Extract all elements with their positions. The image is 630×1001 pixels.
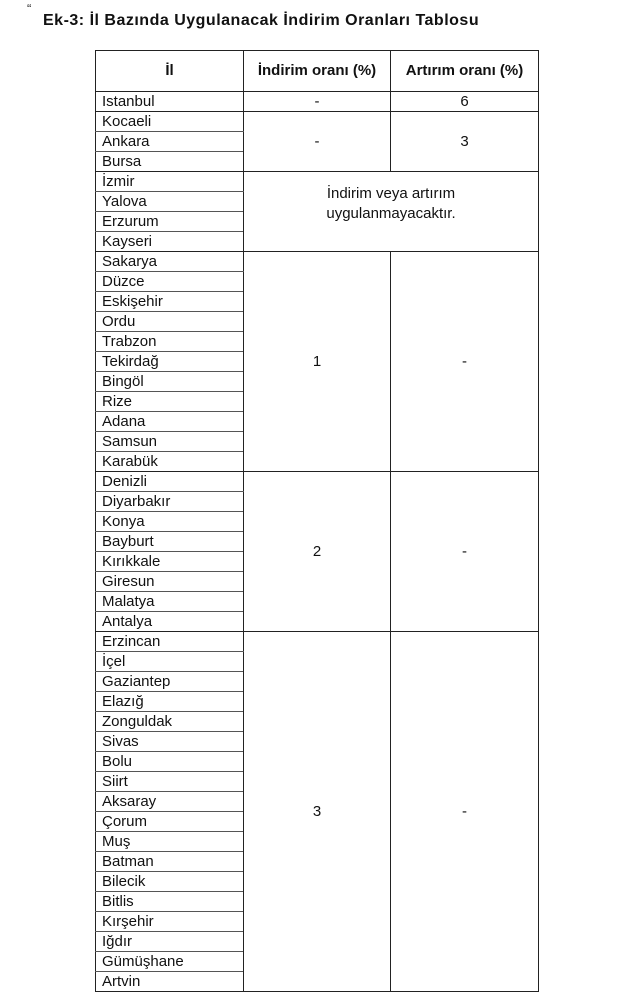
province-cell: Zonguldak	[96, 712, 244, 732]
province-cell: Bingöl	[96, 372, 244, 392]
province-cell: Samsun	[96, 432, 244, 452]
indirim-rate-value: 1	[312, 353, 322, 370]
indirim-rate-value: -	[314, 133, 320, 150]
province-cell: Rize	[96, 392, 244, 412]
province-cell: Gaziantep	[96, 672, 244, 692]
province-cell: Trabzon	[96, 332, 244, 352]
indirim-rate-cell	[244, 252, 391, 472]
indirim-rate-value: -	[314, 93, 320, 110]
province-cell: Bayburt	[96, 532, 244, 552]
province-cell: Erzurum	[96, 212, 244, 232]
province-cell: Bilecik	[96, 872, 244, 892]
indirim-rate-cell	[244, 112, 391, 172]
province-cell: Bitlis	[96, 892, 244, 912]
province-cell: Istanbul	[96, 92, 244, 112]
province-cell: Batman	[96, 852, 244, 872]
province-cell: Yalova	[96, 192, 244, 212]
province-cell: Aksaray	[96, 792, 244, 812]
table-row	[96, 112, 539, 132]
artirim-rate-value: -	[462, 353, 467, 370]
quote-mark: “	[27, 1, 32, 16]
page-title: Ek-3: İl Bazında Uygulanacak İndirim Oranları Tablosu	[43, 12, 480, 29]
table-row	[96, 172, 539, 192]
province-cell: Karabük	[96, 452, 244, 472]
province-cell: Çorum	[96, 812, 244, 832]
province-cell: Artvin	[96, 972, 244, 992]
province-cell: Kocaeli	[96, 112, 244, 132]
indirim-rate-value: 2	[312, 543, 322, 560]
no-rate-note: İndirim veya artırım uygulanmayacaktır.	[326, 185, 456, 222]
province-cell: Bursa	[96, 152, 244, 172]
province-cell: Giresun	[96, 572, 244, 592]
province-cell: Muş	[96, 832, 244, 852]
province-cell: Gümüşhane	[96, 952, 244, 972]
indirim-rate-value: 3	[312, 803, 322, 820]
province-cell: Tekirdağ	[96, 352, 244, 372]
indirim-rate-cell	[244, 92, 391, 112]
table-body	[96, 92, 539, 992]
province-cell: Kırşehir	[96, 912, 244, 932]
artirim-rate-value: -	[462, 543, 467, 560]
indirim-rate-cell	[244, 472, 391, 632]
artirim-rate-value: 3	[460, 133, 469, 150]
table-row	[96, 92, 539, 112]
province-cell: Kırıkkale	[96, 552, 244, 572]
province-cell: Iğdır	[96, 932, 244, 952]
province-cell: Siirt	[96, 772, 244, 792]
header-il: İl	[96, 51, 244, 92]
province-cell: Elazığ	[96, 692, 244, 712]
province-cell: Eskişehir	[96, 292, 244, 312]
province-cell: İzmir	[96, 172, 244, 192]
artirim-rate-value: 6	[460, 93, 469, 110]
table-row	[96, 632, 539, 652]
artirim-rate-cell	[391, 472, 539, 632]
province-cell: Sivas	[96, 732, 244, 752]
province-cell: Kayseri	[96, 232, 244, 252]
province-cell: Antalya	[96, 612, 244, 632]
province-cell: Malatya	[96, 592, 244, 612]
header-row	[96, 51, 539, 92]
artirim-rate-cell	[391, 112, 539, 172]
province-cell: Ordu	[96, 312, 244, 332]
artirim-rate-value: -	[462, 803, 467, 820]
province-cell: Ankara	[96, 132, 244, 152]
province-cell: Erzincan	[96, 632, 244, 652]
province-cell: Bolu	[96, 752, 244, 772]
artirim-rate-cell	[391, 252, 539, 472]
indirim-rate-cell	[244, 632, 391, 992]
table-header	[96, 51, 539, 92]
artirim-rate-cell	[391, 92, 539, 112]
province-cell: Sakarya	[96, 252, 244, 272]
province-cell: Diyarbakır	[96, 492, 244, 512]
artirim-rate-cell	[391, 632, 539, 992]
discount-rate-table	[95, 50, 539, 992]
header-artirim: Artırım oranı (%)	[391, 51, 539, 92]
province-cell: Denizli	[96, 472, 244, 492]
province-cell: Düzce	[96, 272, 244, 292]
province-cell: Adana	[96, 412, 244, 432]
table-row	[96, 472, 539, 492]
header-indirim: İndirim oranı (%)	[244, 51, 391, 92]
province-cell: İçel	[96, 652, 244, 672]
no-rate-note-cell	[244, 172, 539, 252]
province-cell: Konya	[96, 512, 244, 532]
table-row	[96, 252, 539, 272]
